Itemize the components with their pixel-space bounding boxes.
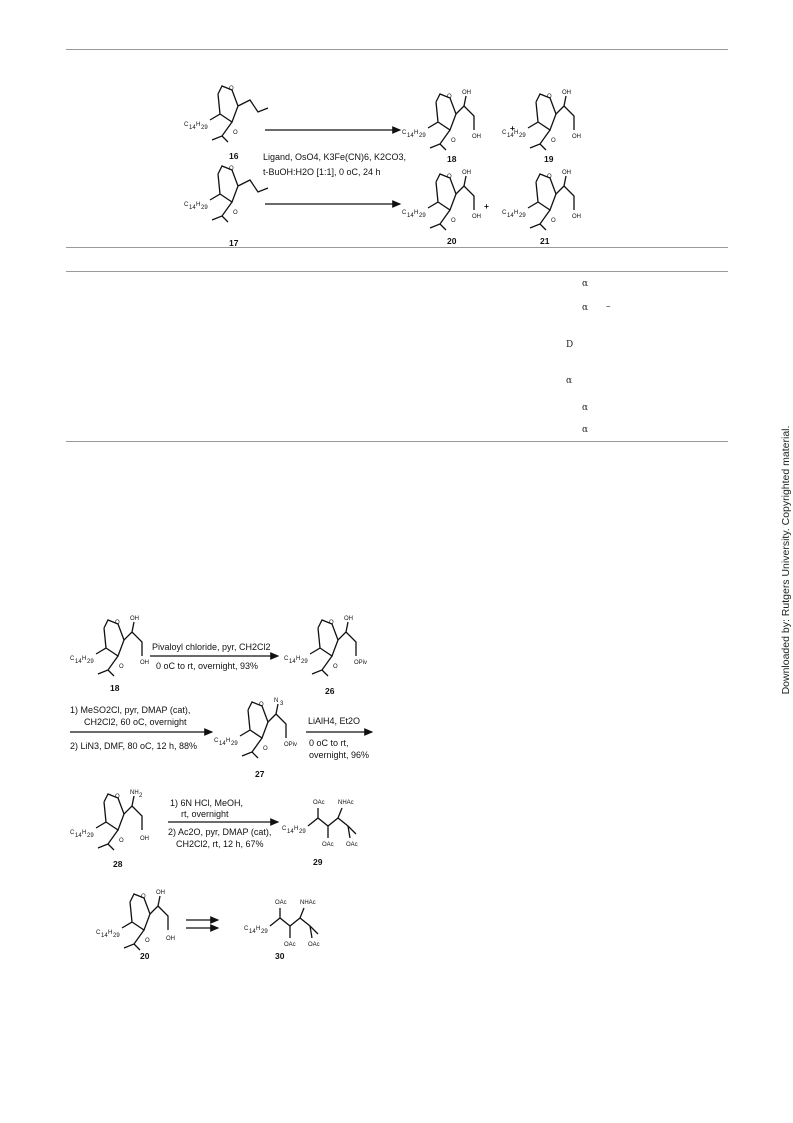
svg-text:O: O	[229, 86, 234, 92]
svg-text:29: 29	[419, 133, 426, 139]
svg-text:14: 14	[75, 833, 82, 839]
compound-19-structure	[502, 90, 581, 150]
svg-text:O: O	[551, 138, 556, 144]
svg-text:14: 14	[75, 659, 82, 665]
svg-text:OH: OH	[166, 936, 175, 942]
svg-text:H: H	[196, 202, 201, 208]
svg-text:H: H	[82, 656, 87, 662]
step4-reagents-d: CH2Cl2, rt, 12 h, 67%	[176, 839, 264, 849]
compound-28-structure	[70, 790, 149, 850]
svg-text:OH: OH	[572, 134, 581, 140]
compound-label-29: 29	[313, 857, 323, 867]
svg-text:O: O	[119, 838, 124, 844]
scheme-dihydroxylation	[0, 0, 793, 250]
svg-text:O: O	[119, 664, 124, 670]
svg-text:O: O	[329, 620, 334, 626]
svg-text:2: 2	[139, 793, 143, 799]
svg-text:O: O	[547, 174, 552, 180]
svg-text:OH: OH	[472, 214, 481, 220]
step1-reagents-a: Pivaloyl chloride, pyr, CH2Cl2	[152, 642, 271, 652]
svg-text:H: H	[226, 738, 231, 744]
svg-text:C: C	[184, 122, 189, 128]
svg-text:OH: OH	[140, 660, 149, 666]
svg-text:O: O	[333, 664, 338, 670]
svg-text:C: C	[502, 130, 507, 136]
svg-text:29: 29	[261, 929, 268, 935]
svg-text:OH: OH	[562, 170, 571, 176]
compound-label-27: 27	[255, 769, 265, 779]
svg-text:H: H	[196, 122, 201, 128]
step4-reagents-c: 2) Ac2O, pyr, DMAP (cat),	[168, 827, 272, 837]
compound-label-21: 21	[540, 236, 550, 246]
svg-text:29: 29	[299, 829, 306, 835]
svg-text:H: H	[294, 826, 299, 832]
svg-text:14: 14	[407, 133, 414, 139]
svg-text:O: O	[233, 130, 238, 136]
compound-label-30: 30	[275, 951, 285, 961]
table-row-6-symbol: α	[582, 425, 589, 435]
table-row-4-symbol: α	[566, 376, 573, 386]
svg-text:C: C	[284, 656, 289, 662]
svg-text:O: O	[547, 94, 552, 100]
compound-18-structure	[402, 90, 481, 150]
svg-text:O: O	[145, 938, 150, 944]
svg-text:OAc: OAc	[322, 842, 334, 848]
step2-reagents-b: CH2Cl2, 60 oC, overnight	[84, 717, 187, 727]
svg-text:C: C	[244, 926, 249, 932]
compound-27-structure	[214, 698, 297, 758]
svg-text:29: 29	[519, 213, 526, 219]
svg-text:+: +	[510, 123, 515, 133]
svg-text:29: 29	[231, 741, 238, 747]
svg-text:14: 14	[507, 213, 514, 219]
svg-text:C: C	[402, 130, 407, 136]
compound-label-18: 18	[447, 154, 457, 164]
svg-text:29: 29	[201, 205, 208, 211]
compound-label-20b: 20	[140, 951, 150, 961]
download-watermark: Downloaded by: Rutgers University. Copyrighted material.	[780, 425, 792, 695]
table-row-2-extra: –	[606, 302, 611, 312]
svg-text:C: C	[214, 738, 219, 744]
compound-26-structure	[284, 616, 367, 676]
svg-text:O: O	[451, 218, 456, 224]
reagents-line-1: Ligand, OsO4, K3Fe(CN)6, K2CO3,	[263, 152, 407, 162]
svg-text:H: H	[414, 210, 419, 216]
svg-text:OH: OH	[562, 90, 571, 96]
compound-17-structure	[184, 166, 268, 222]
svg-text:29: 29	[519, 133, 526, 139]
compound-label-18b: 18	[110, 683, 120, 693]
compound-label-28: 28	[113, 859, 123, 869]
svg-text:C: C	[70, 656, 75, 662]
svg-text:H: H	[296, 656, 301, 662]
svg-text:NH: NH	[130, 790, 139, 796]
step4-reagents-b: rt, overnight	[181, 809, 229, 819]
svg-text:29: 29	[419, 213, 426, 219]
svg-text:29: 29	[301, 659, 308, 665]
table-row-5-symbol: α	[582, 403, 589, 413]
svg-text:14: 14	[189, 125, 196, 131]
compound-21-structure	[502, 170, 581, 230]
svg-text:14: 14	[189, 205, 196, 211]
svg-text:O: O	[263, 746, 268, 752]
svg-text:3: 3	[280, 701, 284, 707]
compound-29-structure	[282, 800, 358, 848]
svg-text:OAc: OAc	[275, 900, 287, 906]
svg-text:OH: OH	[462, 170, 471, 176]
step3-reagents-c: overnight, 96%	[309, 750, 370, 760]
svg-text:NHAc: NHAc	[338, 800, 354, 806]
svg-text:O: O	[259, 702, 264, 708]
svg-text:C: C	[96, 930, 101, 936]
compound-16-structure	[184, 86, 268, 142]
svg-text:14: 14	[287, 829, 294, 835]
svg-text:O: O	[447, 94, 452, 100]
step2-reagents-a: 1) MeSO2Cl, pyr, DMAP (cat),	[70, 705, 191, 715]
svg-text:29: 29	[113, 933, 120, 939]
svg-text:NHAc: NHAc	[300, 900, 316, 906]
svg-text:14: 14	[249, 929, 256, 935]
svg-text:OAc: OAc	[284, 942, 296, 948]
svg-text:C: C	[282, 826, 287, 832]
svg-text:OAc: OAc	[308, 942, 320, 948]
svg-text:OPiv: OPiv	[354, 660, 368, 666]
svg-text:H: H	[82, 830, 87, 836]
svg-text:H: H	[514, 130, 519, 136]
svg-text:O: O	[229, 166, 234, 172]
svg-text:O: O	[451, 138, 456, 144]
svg-text:OH: OH	[130, 616, 139, 622]
svg-text:C: C	[502, 210, 507, 216]
compound-18b-structure	[70, 616, 149, 676]
svg-text:C: C	[70, 830, 75, 836]
compound-label-20: 20	[447, 236, 457, 246]
reagents-line-2: t-BuOH:H2O [1:1], 0 oC, 24 h	[263, 167, 381, 177]
scheme-synthesis	[0, 600, 420, 980]
svg-text:14: 14	[289, 659, 296, 665]
svg-text:14: 14	[101, 933, 108, 939]
svg-text:O: O	[233, 210, 238, 216]
step2-reagents-c: 2) LiN3, DMF, 80 oC, 12 h, 88%	[70, 741, 198, 751]
svg-text:OH: OH	[344, 616, 353, 622]
svg-text:14: 14	[507, 133, 514, 139]
compound-label-19: 19	[544, 154, 554, 164]
compound-30-structure	[244, 900, 320, 948]
svg-text:+: +	[484, 201, 489, 211]
table-bottom-rule	[66, 441, 728, 442]
svg-text:O: O	[551, 218, 556, 224]
svg-text:OH: OH	[462, 90, 471, 96]
compound-20-structure	[402, 170, 481, 230]
svg-text:O: O	[115, 620, 120, 626]
svg-text:OH: OH	[140, 836, 149, 842]
svg-text:OAc: OAc	[313, 800, 325, 806]
svg-text:H: H	[514, 210, 519, 216]
step4-reagents-a: 1) 6N HCl, MeOH,	[170, 798, 244, 808]
svg-text:29: 29	[201, 125, 208, 131]
svg-text:O: O	[141, 894, 146, 900]
svg-text:H: H	[414, 130, 419, 136]
svg-text:H: H	[256, 926, 261, 932]
svg-text:14: 14	[219, 741, 226, 747]
table-row-2-symbol: α	[582, 303, 589, 313]
table-header-rule	[66, 271, 728, 272]
svg-text:OPiv: OPiv	[284, 742, 298, 748]
svg-text:29: 29	[87, 833, 94, 839]
svg-text:OH: OH	[572, 214, 581, 220]
svg-text:H: H	[108, 930, 113, 936]
table-row-1-symbol: α	[582, 279, 589, 289]
step3-reagents-b: 0 oC to rt,	[309, 738, 349, 748]
svg-text:OAc: OAc	[346, 842, 358, 848]
svg-text:OH: OH	[156, 890, 165, 896]
compound-label-16: 16	[229, 151, 239, 161]
svg-text:C: C	[184, 202, 189, 208]
compound-label-26: 26	[325, 686, 335, 696]
svg-text:29: 29	[87, 659, 94, 665]
compound-label-17: 17	[229, 238, 239, 248]
table-row-3-symbol: D	[566, 340, 574, 350]
svg-text:N: N	[274, 698, 279, 704]
svg-text:C: C	[402, 210, 407, 216]
compound-20b-structure	[96, 890, 175, 950]
svg-text:O: O	[447, 174, 452, 180]
svg-text:14: 14	[407, 213, 414, 219]
step1-reagents-b: 0 oC to rt, overnight, 93%	[156, 661, 259, 671]
svg-text:OH: OH	[472, 134, 481, 140]
step3-reagents-a: LiAlH4, Et2O	[308, 716, 361, 726]
svg-text:O: O	[115, 794, 120, 800]
